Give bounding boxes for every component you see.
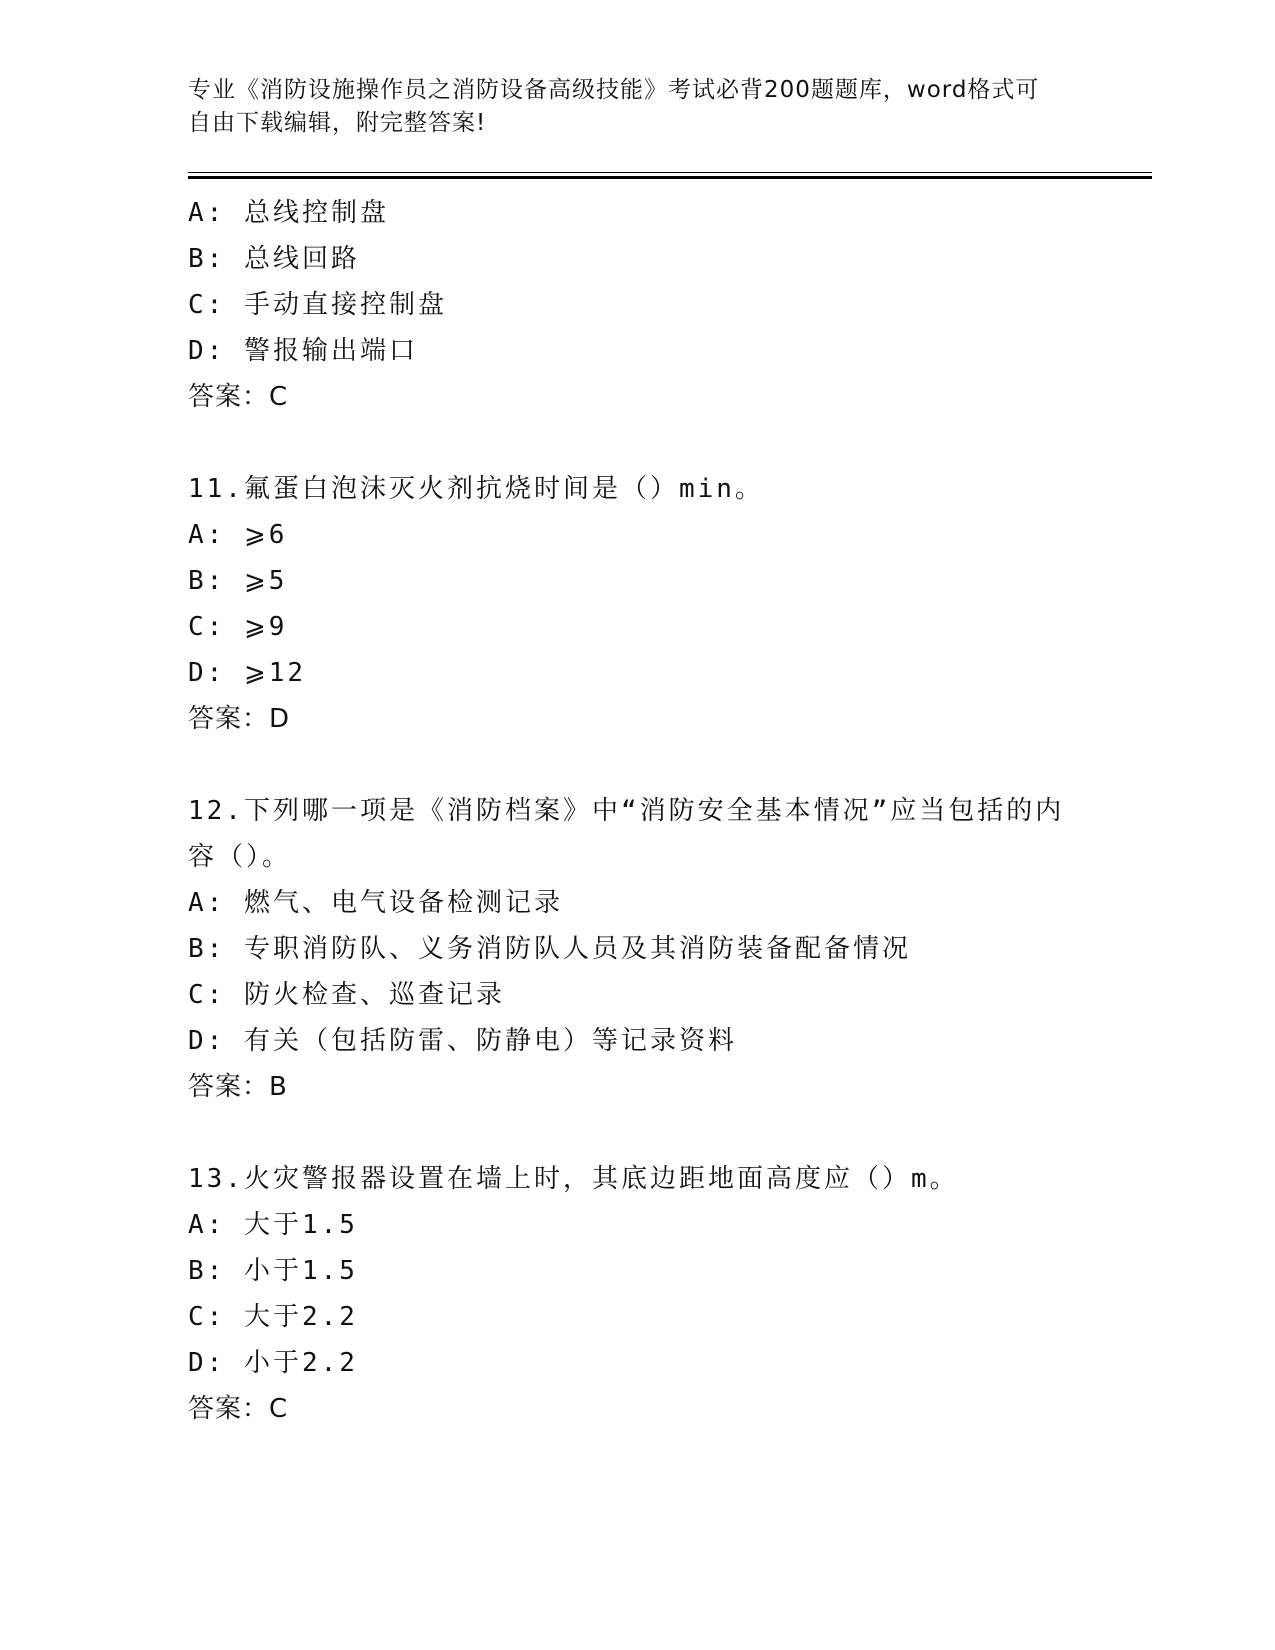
question-block-12 <box>188 788 1128 1110</box>
question-block-prev <box>188 190 1128 420</box>
option-d: D: 警报输出端口 <box>188 336 418 366</box>
header-line-1: 专业《消防设施操作员之消防设备高级技能》考试必背200题题库，word格式可 <box>188 77 1040 103</box>
question-text-line-1: 12.下列哪一项是《消防档案》中“消防安全基本情况”应当包括的内 <box>188 796 1065 826</box>
question-list <box>188 190 1128 1432</box>
option-a: A: 燃气、电气设备检测记录 <box>188 888 563 918</box>
option-d: D: 有关（包括防雷、防静电）等记录资料 <box>188 1026 737 1056</box>
option-c: C: 大于2.2 <box>188 1302 358 1332</box>
option-b: B: 小于1.5 <box>188 1256 358 1286</box>
option-b: B: ⩾5 <box>188 566 288 596</box>
header-divider-thick <box>188 176 1152 179</box>
option-a: A: 总线控制盘 <box>188 198 389 228</box>
option-c: C: ⩾9 <box>188 612 288 642</box>
question-block-13 <box>188 1156 1128 1432</box>
question-block-11 <box>188 466 1128 742</box>
option-a: A: ⩾6 <box>188 520 288 550</box>
option-b: B: 总线回路 <box>188 244 360 274</box>
header-line-2: 自由下载编辑，附完整答案! <box>188 110 487 136</box>
answer-line: 答案：D <box>188 704 291 734</box>
document-header <box>188 74 1088 140</box>
option-a: A: 大于1.5 <box>188 1210 358 1240</box>
question-text-line-2: 容（）。 <box>188 842 292 872</box>
header-divider-thin <box>188 172 1152 173</box>
question-text: 11.氟蛋白泡沫灭火剂抗烧时间是（）min。 <box>188 474 764 504</box>
option-b: B: 专职消防队、义务消防队人员及其消防装备配备情况 <box>188 934 911 964</box>
option-d: D: ⩾12 <box>188 658 307 688</box>
question-text: 13.火灾警报器设置在墙上时，其底边距地面高度应（）m。 <box>188 1164 959 1194</box>
answer-line: 答案：C <box>188 1394 289 1424</box>
answer-line: 答案：B <box>188 1072 288 1102</box>
option-c: C: 防火检查、巡查记录 <box>188 980 505 1010</box>
option-d: D: 小于2.2 <box>188 1348 358 1378</box>
answer-line: 答案：C <box>188 382 289 412</box>
option-c: C: 手动直接控制盘 <box>188 290 447 320</box>
